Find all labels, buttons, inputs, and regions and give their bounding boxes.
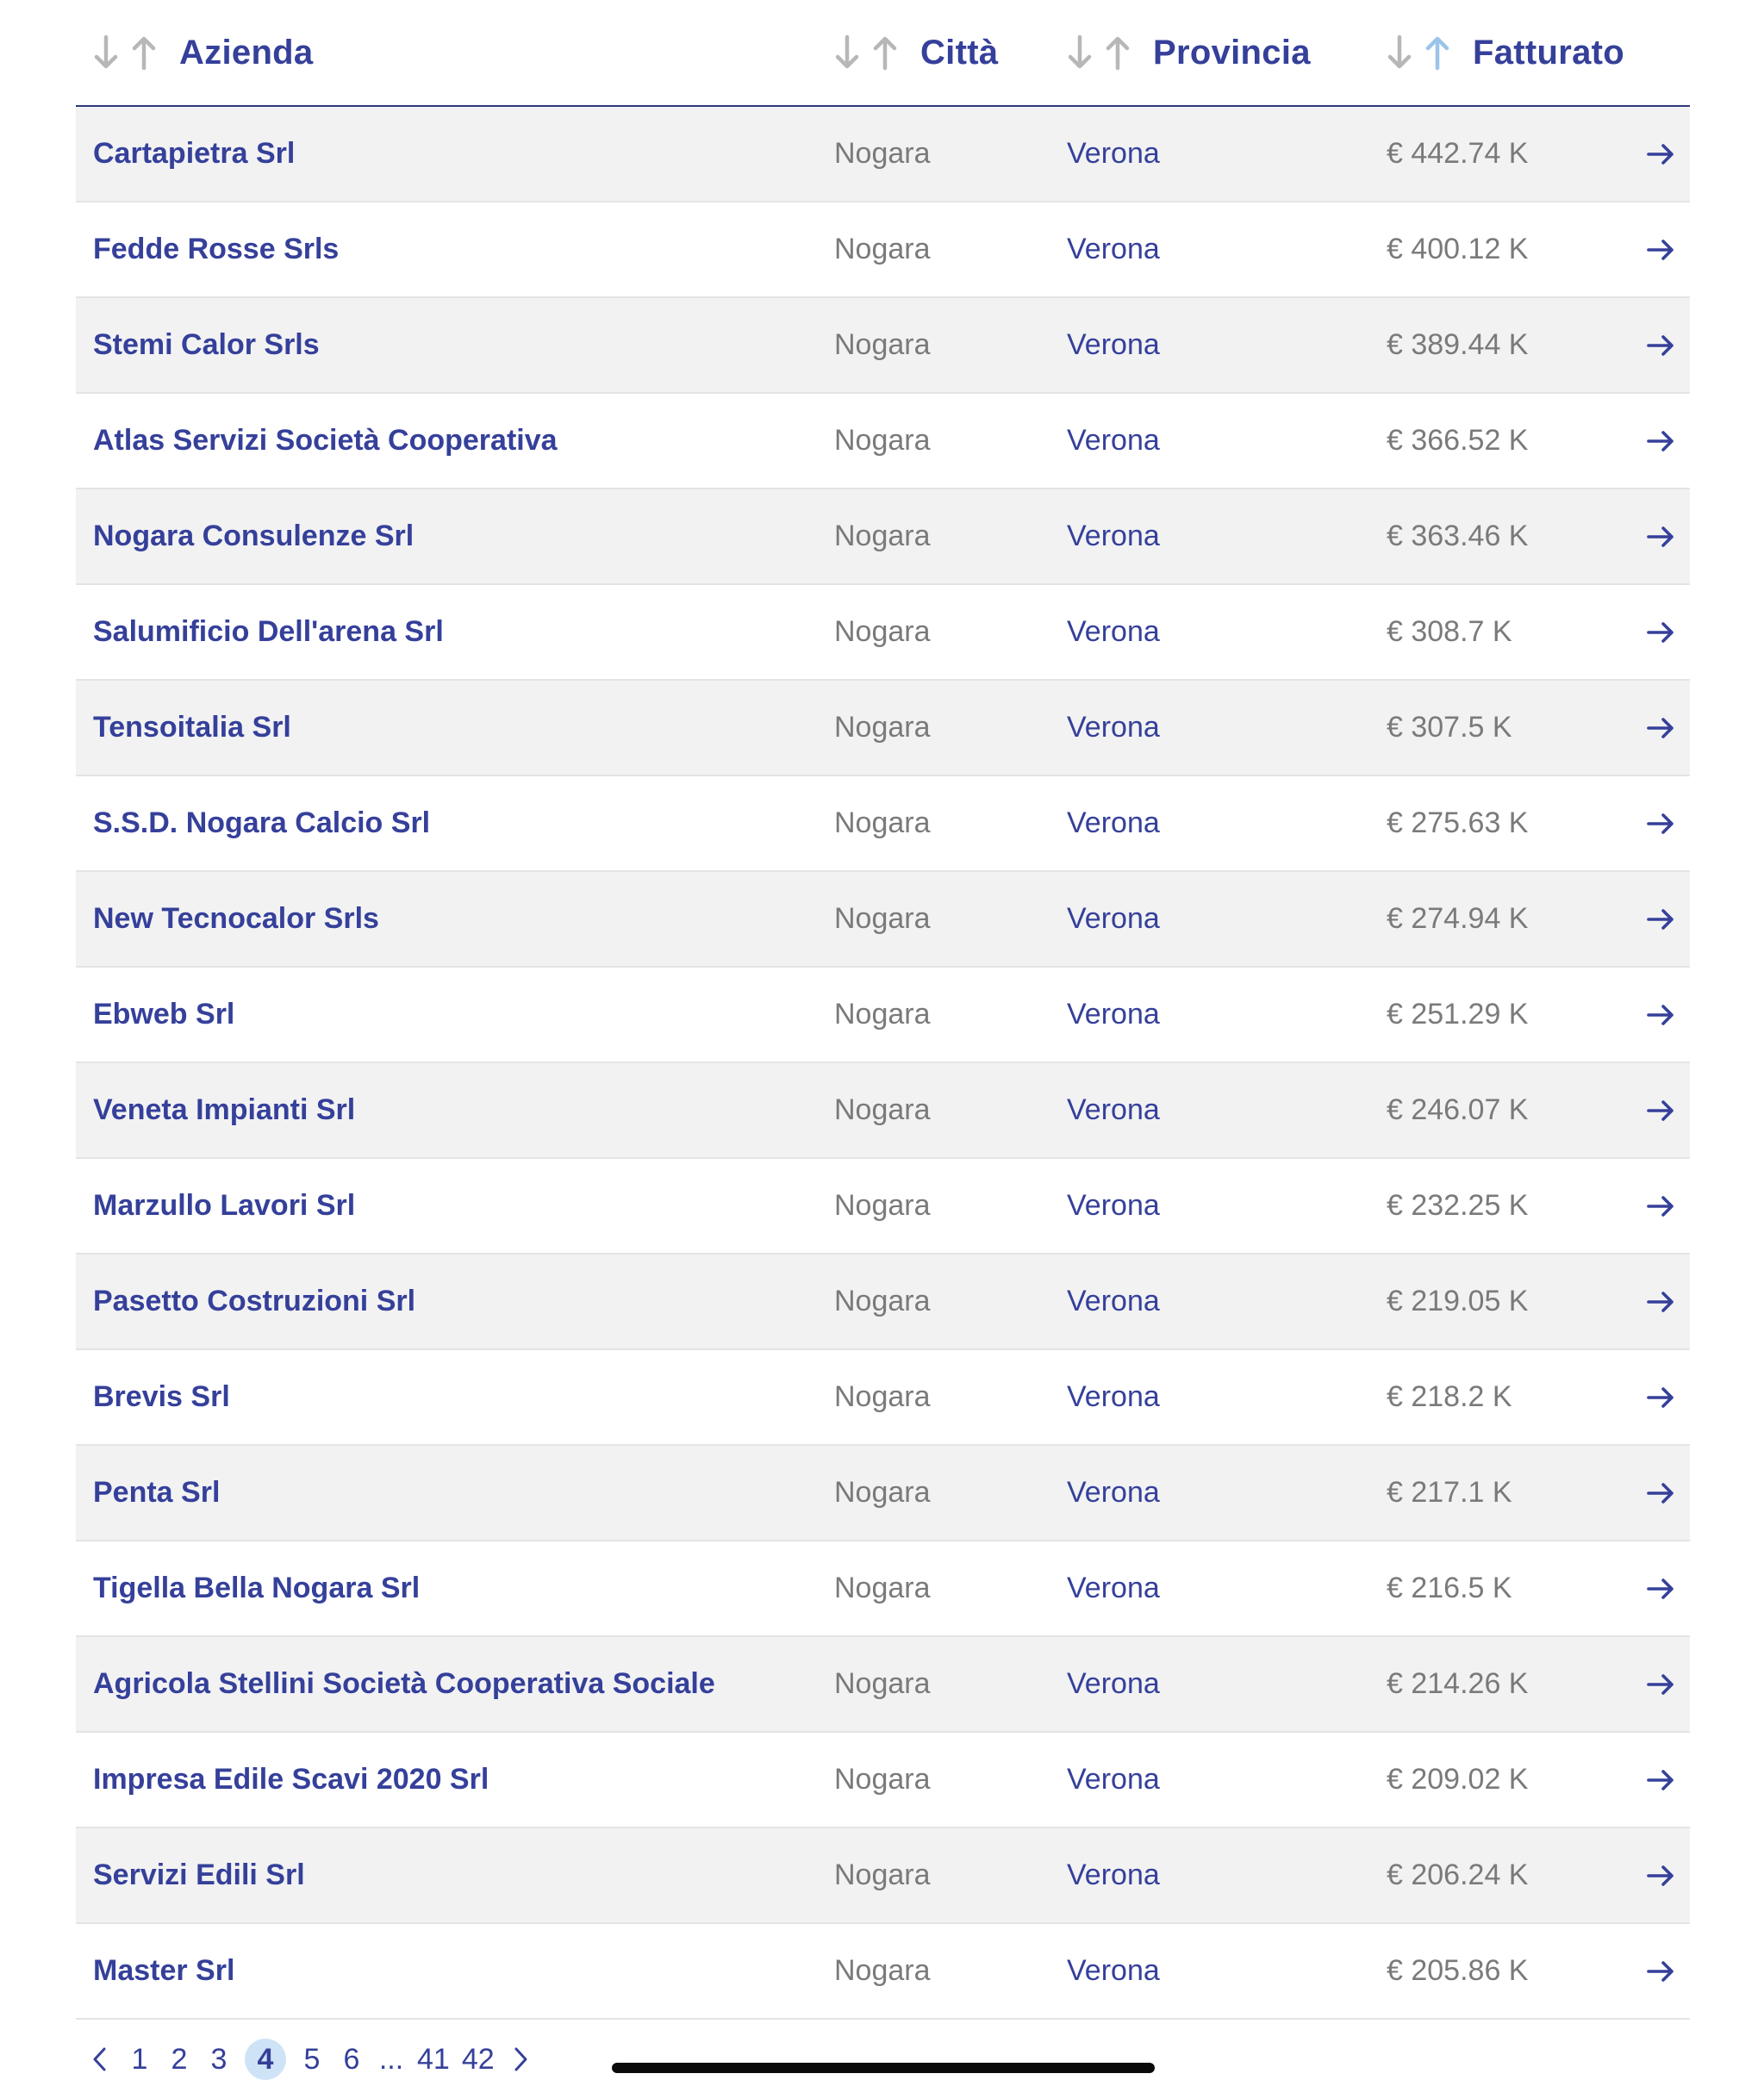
company-name[interactable]: New Tecnocalor Srls xyxy=(93,902,379,935)
company-revenue: € 206.24 K xyxy=(1387,1859,1529,1891)
arrow-right-icon[interactable] xyxy=(1646,1924,1675,2018)
table-row[interactable] xyxy=(76,394,1690,489)
company-revenue: € 275.63 K xyxy=(1387,806,1529,839)
company-revenue: € 308.7 K xyxy=(1387,615,1512,648)
company-revenue: € 307.5 K xyxy=(1387,711,1512,744)
arrow-right-icon[interactable] xyxy=(1646,202,1675,296)
company-revenue: € 214.26 K xyxy=(1387,1667,1529,1700)
company-province: Verona xyxy=(1067,998,1160,1031)
company-city: Nogara xyxy=(834,1285,931,1317)
arrow-right-icon[interactable] xyxy=(1646,1637,1675,1731)
company-city: Nogara xyxy=(834,998,931,1031)
arrow-right-icon[interactable] xyxy=(1646,298,1675,392)
company-revenue: € 400.12 K xyxy=(1387,233,1529,265)
company-province: Verona xyxy=(1067,1859,1160,1891)
company-name[interactable]: Nogara Consulenze Srl xyxy=(93,520,415,552)
table-row[interactable] xyxy=(76,585,1690,681)
table-row[interactable] xyxy=(76,107,1690,202)
company-revenue: € 366.52 K xyxy=(1387,424,1529,457)
company-province: Verona xyxy=(1067,1285,1160,1317)
company-city: Nogara xyxy=(834,233,931,265)
company-province: Verona xyxy=(1067,1189,1160,1222)
company-name[interactable]: Impresa Edile Scavi 2020 Srl xyxy=(93,1763,489,1796)
company-province: Verona xyxy=(1067,711,1160,744)
company-revenue: € 389.44 K xyxy=(1387,328,1529,361)
page-link[interactable]: 5 xyxy=(303,2042,321,2076)
arrow-right-icon[interactable] xyxy=(1646,1063,1675,1157)
table-row[interactable] xyxy=(76,968,1690,1063)
table-row[interactable] xyxy=(76,872,1690,968)
company-city: Nogara xyxy=(834,902,931,935)
company-name[interactable]: Salumificio Dell'arena Srl xyxy=(93,615,444,648)
company-province: Verona xyxy=(1067,902,1160,935)
arrow-right-icon[interactable] xyxy=(1646,1159,1675,1253)
company-revenue: € 251.29 K xyxy=(1387,998,1529,1031)
page-link-current[interactable]: 4 xyxy=(245,2039,286,2080)
company-city: Nogara xyxy=(834,520,931,552)
company-name[interactable]: Cartapietra Srl xyxy=(93,137,296,170)
page-link[interactable]: 1 xyxy=(131,2042,148,2076)
company-city: Nogara xyxy=(834,424,931,457)
sort-asc-icon[interactable] xyxy=(131,34,157,72)
page-link[interactable]: 3 xyxy=(210,2042,228,2076)
pagination xyxy=(86,2035,546,2083)
arrow-right-icon[interactable] xyxy=(1646,681,1675,775)
arrow-right-icon[interactable] xyxy=(1646,489,1675,583)
company-province: Verona xyxy=(1067,137,1160,170)
company-province: Verona xyxy=(1067,520,1160,552)
arrow-right-icon[interactable] xyxy=(1646,968,1675,1062)
company-revenue: € 363.46 K xyxy=(1387,520,1529,552)
table-header xyxy=(76,0,1690,107)
header-citta xyxy=(834,0,998,105)
table-row[interactable] xyxy=(76,1063,1690,1159)
arrow-right-icon[interactable] xyxy=(1646,585,1675,679)
company-city: Nogara xyxy=(834,1189,931,1222)
table-row[interactable] xyxy=(76,1924,1690,2020)
table-row[interactable] xyxy=(76,1255,1690,1350)
company-city: Nogara xyxy=(834,1093,931,1126)
company-revenue: € 219.05 K xyxy=(1387,1285,1529,1317)
company-province: Verona xyxy=(1067,424,1160,457)
sort-controls-provincia xyxy=(1067,34,1131,72)
page-link[interactable]: 41 xyxy=(417,2042,450,2076)
company-city: Nogara xyxy=(834,1380,931,1413)
sort-asc-icon-active[interactable] xyxy=(1424,34,1450,72)
company-revenue: € 442.74 K xyxy=(1387,137,1529,170)
company-name[interactable]: Stemi Calor Srls xyxy=(93,328,320,361)
company-province: Verona xyxy=(1067,1093,1160,1126)
company-name[interactable]: Marzullo Lavori Srl xyxy=(93,1189,356,1222)
company-revenue: € 246.07 K xyxy=(1387,1093,1529,1126)
company-name[interactable]: Tensoitalia Srl xyxy=(93,711,291,744)
company-name[interactable]: S.S.D. Nogara Calcio Srl xyxy=(93,806,431,839)
header-fatturato xyxy=(1387,0,1624,105)
company-city: Nogara xyxy=(834,328,931,361)
sort-desc-icon[interactable] xyxy=(93,34,119,72)
company-revenue: € 217.1 K xyxy=(1387,1476,1512,1509)
company-name[interactable]: Tigella Bella Nogara Srl xyxy=(93,1572,421,1604)
company-revenue: € 232.25 K xyxy=(1387,1189,1529,1222)
table-row[interactable] xyxy=(76,1350,1690,1446)
company-city: Nogara xyxy=(834,1667,931,1700)
page-ellipsis: ... xyxy=(378,2042,404,2076)
sort-desc-icon[interactable] xyxy=(1067,34,1093,72)
company-name[interactable]: Penta Srl xyxy=(93,1476,221,1509)
companies-table xyxy=(76,0,1690,2020)
company-province: Verona xyxy=(1067,1667,1160,1700)
page-link[interactable]: 42 xyxy=(461,2042,495,2076)
arrow-right-icon[interactable] xyxy=(1646,107,1675,201)
arrow-right-icon[interactable] xyxy=(1646,1733,1675,1827)
header-azienda xyxy=(93,0,313,105)
arrow-right-icon[interactable] xyxy=(1646,872,1675,966)
company-name[interactable]: Agricola Stellini Società Cooperativa Sociale xyxy=(93,1667,715,1700)
company-city: Nogara xyxy=(834,1954,931,1987)
page-link[interactable]: 6 xyxy=(343,2042,360,2076)
company-revenue: € 216.5 K xyxy=(1387,1572,1512,1604)
company-province: Verona xyxy=(1067,1476,1160,1509)
company-province: Verona xyxy=(1067,1954,1160,1987)
company-city: Nogara xyxy=(834,711,931,744)
sort-controls-azienda xyxy=(93,34,157,72)
company-province: Verona xyxy=(1067,233,1160,265)
table-row[interactable] xyxy=(76,1541,1690,1637)
home-indicator xyxy=(612,2063,1155,2073)
company-name[interactable]: Veneta Impianti Srl xyxy=(93,1093,356,1126)
company-city: Nogara xyxy=(834,1859,931,1891)
table-row[interactable] xyxy=(76,1733,1690,1828)
page-link[interactable]: 2 xyxy=(171,2042,188,2076)
company-city: Nogara xyxy=(834,1763,931,1796)
table-row[interactable] xyxy=(76,202,1690,298)
company-revenue: € 274.94 K xyxy=(1387,902,1529,935)
company-name[interactable]: Ebweb Srl xyxy=(93,998,235,1031)
arrow-right-icon[interactable] xyxy=(1646,1541,1675,1635)
company-province: Verona xyxy=(1067,806,1160,839)
company-revenue: € 209.02 K xyxy=(1387,1763,1529,1796)
company-revenue: € 218.2 K xyxy=(1387,1380,1512,1413)
table-row[interactable] xyxy=(76,1446,1690,1541)
sort-asc-icon[interactable] xyxy=(872,34,898,72)
arrow-right-icon[interactable] xyxy=(1646,394,1675,488)
arrow-right-icon[interactable] xyxy=(1646,1350,1675,1444)
header-label-citta[interactable]: Città xyxy=(920,33,999,72)
header-label-fatturato[interactable]: Fatturato xyxy=(1473,33,1625,72)
chevron-right-icon[interactable] xyxy=(507,2039,534,2080)
company-province: Verona xyxy=(1067,1763,1160,1796)
company-city: Nogara xyxy=(834,1572,931,1604)
company-name[interactable]: Atlas Servizi Società Cooperativa xyxy=(93,424,558,457)
arrow-right-icon[interactable] xyxy=(1646,1828,1675,1922)
company-city: Nogara xyxy=(834,137,931,170)
table-row[interactable] xyxy=(76,681,1690,776)
table-row[interactable] xyxy=(76,298,1690,394)
company-name[interactable]: Fedde Rosse Srls xyxy=(93,233,340,265)
chevron-left-icon[interactable] xyxy=(86,2039,114,2080)
company-province: Verona xyxy=(1067,1572,1160,1604)
company-province: Verona xyxy=(1067,615,1160,648)
table-row[interactable] xyxy=(76,1637,1690,1733)
table-row[interactable] xyxy=(76,1828,1690,1924)
company-city: Nogara xyxy=(834,615,931,648)
table-row[interactable] xyxy=(76,776,1690,872)
company-city: Nogara xyxy=(834,1476,931,1509)
company-name[interactable]: Master Srl xyxy=(93,1954,235,1987)
company-province: Verona xyxy=(1067,328,1160,361)
sort-controls-citta xyxy=(834,34,898,72)
company-name[interactable]: Servizi Edili Srl xyxy=(93,1859,305,1891)
company-name[interactable]: Pasetto Costruzioni Srl xyxy=(93,1285,416,1317)
sort-controls-fatturato xyxy=(1387,34,1450,72)
sort-desc-icon[interactable] xyxy=(834,34,860,72)
header-label-azienda[interactable]: Azienda xyxy=(179,33,314,72)
arrow-right-icon[interactable] xyxy=(1646,1255,1675,1348)
table-row[interactable] xyxy=(76,1159,1690,1255)
header-provincia xyxy=(1067,0,1311,105)
sort-asc-icon[interactable] xyxy=(1105,34,1131,72)
company-province: Verona xyxy=(1067,1380,1160,1413)
page-links xyxy=(126,2039,507,2080)
table-row[interactable] xyxy=(76,489,1690,585)
company-revenue: € 205.86 K xyxy=(1387,1954,1529,1987)
company-city: Nogara xyxy=(834,806,931,839)
arrow-right-icon[interactable] xyxy=(1646,776,1675,870)
arrow-right-icon[interactable] xyxy=(1646,1446,1675,1540)
company-name[interactable]: Brevis Srl xyxy=(93,1380,230,1413)
table-body xyxy=(76,107,1690,2020)
sort-desc-icon[interactable] xyxy=(1387,34,1412,72)
header-label-provincia[interactable]: Provincia xyxy=(1153,33,1311,72)
